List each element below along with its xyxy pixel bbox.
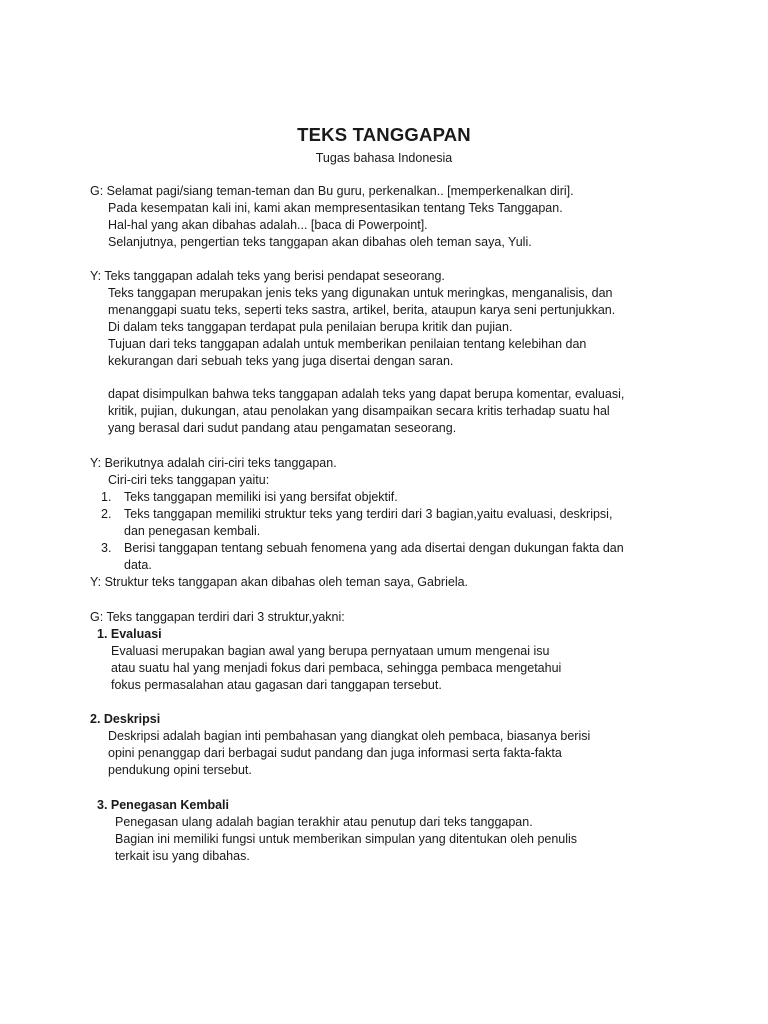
- characteristics-label: Ciri-ciri teks tanggapan yaitu:: [108, 473, 270, 487]
- section-line: atau suatu hal yang menjadi fokus dari pembaca, sehingga pembaca mengetahui: [111, 661, 562, 675]
- list-number: 3.: [101, 541, 112, 555]
- list-item-line: Teks tanggapan memiliki isi yang bersifat objektif.: [124, 490, 398, 504]
- list-item-line: Teks tanggapan memiliki struktur teks yang terdiri dari 3 bagian,yaitu evaluasi, deskripsi,: [124, 507, 613, 521]
- list-item-line: data.: [124, 558, 152, 572]
- definition-line: kekurangan dari sebuah teks yang juga disertai dengan saran.: [108, 354, 454, 368]
- conclusion-line: kritik, pujian, dukungan, atau penolakan yang disampaikan secara kritis terhadap suatu hal: [108, 404, 610, 418]
- section-line: terkait isu yang dibahas.: [115, 849, 250, 863]
- document-subtitle: Tugas bahasa Indonesia: [315, 151, 453, 165]
- structure-intro: G: Teks tanggapan terdiri dari 3 struktur,yakni:: [90, 610, 345, 624]
- section-line: Penegasan ulang adalah bagian terakhir atau penutup dari teks tanggapan.: [115, 815, 533, 829]
- section-line: pendukung opini tersebut.: [108, 763, 252, 777]
- intro-line: Selanjutnya, pengertian teks tanggapan akan dibahas oleh teman saya, Yuli.: [108, 235, 532, 249]
- section-heading-penegasan: 3. Penegasan Kembali: [97, 798, 230, 812]
- document-title: TEKS TANGGAPAN: [297, 124, 471, 145]
- list-number: 2.: [101, 507, 112, 521]
- definition-line: Di dalam teks tanggapan terdapat pula penilaian berupa kritik dan pujian.: [108, 320, 513, 334]
- conclusion-line: yang berasal dari sudut pandang atau pengamatan seseorang.: [108, 421, 457, 435]
- section-line: Deskripsi adalah bagian inti pembahasan yang diangkat oleh pembaca, biasanya berisi: [108, 729, 591, 743]
- intro-line: Hal-hal yang akan dibahas adalah... [baca di Powerpoint].: [108, 218, 428, 232]
- section-line: Bagian ini memiliki fungsi untuk memberikan simpulan yang ditentukan oleh penulis: [115, 832, 578, 846]
- intro-line: G: Selamat pagi/siang teman-teman dan Bu guru, perkenalkan.. [memperkenalkan diri].: [90, 184, 574, 198]
- section-line: Evaluasi merupakan bagian awal yang berupa pernyataan umum mengenai isu: [111, 644, 550, 658]
- characteristics-intro: Y: Berikutnya adalah ciri-ciri teks tanggapan.: [90, 456, 337, 470]
- section-line: opini penanggap dari berbagai sudut pandang dan juga informasi serta fakta-fakta: [108, 746, 562, 760]
- definition-line: Y: Teks tanggapan adalah teks yang berisi pendapat seseorang.: [90, 269, 445, 283]
- section-heading-evaluasi: 1. Evaluasi: [97, 627, 162, 641]
- intro-line: Pada kesempatan kali ini, kami akan mempresentasikan tentang Teks Tanggapan.: [108, 201, 563, 215]
- list-number: 1.: [101, 490, 112, 504]
- definition-line: Teks tanggapan merupakan jenis teks yang digunakan untuk meringkas, menganalisis, dan: [108, 286, 613, 300]
- characteristics-handoff: Y: Struktur teks tanggapan akan dibahas oleh teman saya, Gabriela.: [90, 575, 469, 589]
- list-item-line: Berisi tanggapan tentang sebuah fenomena yang ada disertai dengan dukungan fakta dan: [124, 541, 624, 555]
- section-line: fokus permasalahan atau gagasan dari tanggapan tersebut.: [111, 678, 442, 692]
- definition-line: menanggapi suatu teks, seperti teks sastra, artikel, berita, ataupun karya seni pertunjukkan.: [108, 303, 616, 317]
- conclusion-line: dapat disimpulkan bahwa teks tanggapan adalah teks yang dapat berupa komentar, evaluasi,: [108, 387, 625, 401]
- list-item-line: dan penegasan kembali.: [124, 524, 261, 538]
- section-heading-deskripsi: 2. Deskripsi: [90, 712, 161, 726]
- definition-line: Tujuan dari teks tanggapan adalah untuk memberikan penilaian tentang kelebihan dan: [108, 337, 587, 351]
